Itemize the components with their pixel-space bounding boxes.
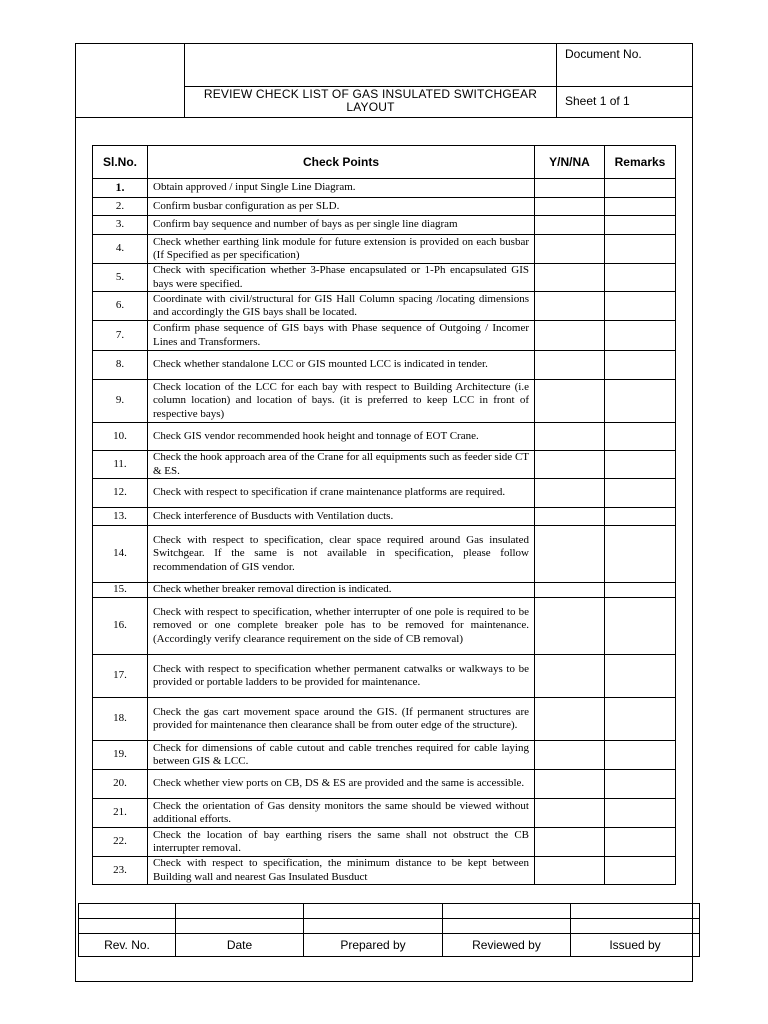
row-number: 15. bbox=[93, 583, 148, 598]
checklist-row bbox=[93, 198, 676, 216]
column-header-slno: Sl.No. bbox=[93, 146, 148, 179]
check-point-text: Check the orientation of Gas density monitors the same should be viewed without additional efforts. bbox=[148, 799, 535, 828]
row-number: 4. bbox=[93, 235, 148, 264]
ynna-cell[interactable] bbox=[535, 526, 605, 583]
row-number: 17. bbox=[93, 655, 148, 698]
check-point-text: Check the gas cart movement space around the GIS. (If permanent structures are provided for maintenance then clearance shall be from outer edge of the structure). bbox=[148, 698, 535, 741]
row-number: 14. bbox=[93, 526, 148, 583]
checklist-row bbox=[93, 741, 676, 770]
checklist-row bbox=[93, 264, 676, 292]
checklist-row bbox=[93, 655, 676, 698]
remarks-cell[interactable] bbox=[605, 264, 676, 292]
remarks-cell[interactable] bbox=[605, 198, 676, 216]
row-number: 6. bbox=[93, 292, 148, 321]
remarks-cell[interactable] bbox=[605, 741, 676, 770]
ynna-cell[interactable] bbox=[535, 770, 605, 799]
ynna-cell[interactable] bbox=[535, 216, 605, 235]
title-top-cell bbox=[185, 43, 557, 87]
remarks-cell[interactable] bbox=[605, 857, 676, 885]
revision-cell[interactable] bbox=[443, 904, 571, 919]
revision-row bbox=[79, 919, 700, 934]
ynna-cell[interactable] bbox=[535, 380, 605, 423]
row-number: 19. bbox=[93, 741, 148, 770]
remarks-cell[interactable] bbox=[605, 380, 676, 423]
row-number: 21. bbox=[93, 799, 148, 828]
checklist-row bbox=[93, 828, 676, 857]
remarks-cell[interactable] bbox=[605, 292, 676, 321]
checklist-row bbox=[93, 380, 676, 423]
row-number: 16. bbox=[93, 598, 148, 655]
check-point-text: Check with respect to specification if crane maintenance platforms are required. bbox=[148, 479, 535, 508]
row-number: 7. bbox=[93, 321, 148, 351]
checklist-row bbox=[93, 799, 676, 828]
row-number: 5. bbox=[93, 264, 148, 292]
check-point-text: Check with respect to specification whether permanent catwalks or walkways to be provided or portable ladders to be provided for maintenance. bbox=[148, 655, 535, 698]
row-number: 20. bbox=[93, 770, 148, 799]
date-label: Date bbox=[176, 934, 304, 957]
rev-no-label: Rev. No. bbox=[79, 934, 176, 957]
check-point-text: Obtain approved / input Single Line Diagram. bbox=[148, 179, 535, 198]
revision-cell[interactable] bbox=[79, 904, 176, 919]
check-point-text: Confirm phase sequence of GIS bays with Phase sequence of Outgoing / Incomer Lines and Transformers. bbox=[148, 321, 535, 351]
checklist-row bbox=[93, 235, 676, 264]
revision-cell[interactable] bbox=[304, 919, 443, 934]
checklist-row bbox=[93, 508, 676, 526]
revision-cell[interactable] bbox=[304, 904, 443, 919]
remarks-cell[interactable] bbox=[605, 698, 676, 741]
check-point-text: Confirm busbar configuration as per SLD. bbox=[148, 198, 535, 216]
remarks-cell[interactable] bbox=[605, 770, 676, 799]
check-point-text: Check interference of Busducts with Ventilation ducts. bbox=[148, 508, 535, 526]
check-point-text: Check with specification whether 3-Phase encapsulated or 1-Ph encapsulated GIS bays were specified. bbox=[148, 264, 535, 292]
checklist-row bbox=[93, 598, 676, 655]
column-header-remarks: Remarks bbox=[605, 146, 676, 179]
ynna-cell[interactable] bbox=[535, 198, 605, 216]
ynna-cell[interactable] bbox=[535, 179, 605, 198]
check-point-text: Check the hook approach area of the Crane for all equipments such as feeder side CT & ES. bbox=[148, 451, 535, 479]
revision-cell[interactable] bbox=[571, 919, 700, 934]
document-title: REVIEW CHECK LIST OF GAS INSULATED SWITCHGEAR LAYOUT bbox=[185, 87, 557, 117]
row-number: 10. bbox=[93, 423, 148, 451]
row-number: 18. bbox=[93, 698, 148, 741]
check-point-text: Check whether earthing link module for future extension is provided on each busbar (If Specified as per specification) bbox=[148, 235, 535, 264]
remarks-cell[interactable] bbox=[605, 828, 676, 857]
checklist-row bbox=[93, 216, 676, 235]
row-number: 23. bbox=[93, 857, 148, 885]
check-point-text: Check the location of bay earthing risers the same shall not obstruct the CB interrupter removal. bbox=[148, 828, 535, 857]
remarks-cell[interactable] bbox=[605, 526, 676, 583]
ynna-cell[interactable] bbox=[535, 583, 605, 598]
remarks-cell[interactable] bbox=[605, 799, 676, 828]
check-point-text: Check whether view ports on CB, DS & ES are provided and the same is accessible. bbox=[148, 770, 535, 799]
ynna-cell[interactable] bbox=[535, 741, 605, 770]
checklist-row bbox=[93, 583, 676, 598]
ynna-cell[interactable] bbox=[535, 292, 605, 321]
checklist-header-row bbox=[93, 146, 676, 179]
ynna-cell[interactable] bbox=[535, 857, 605, 885]
checklist-row bbox=[93, 321, 676, 351]
remarks-cell[interactable] bbox=[605, 351, 676, 380]
issued-by-label: Issued by bbox=[571, 934, 700, 957]
checklist-row bbox=[93, 292, 676, 321]
ynna-cell[interactable] bbox=[535, 351, 605, 380]
checklist-row bbox=[93, 857, 676, 885]
row-number: 12. bbox=[93, 479, 148, 508]
sheet-number: Sheet 1 of 1 bbox=[565, 94, 630, 108]
row-number: 11. bbox=[93, 451, 148, 479]
revision-row bbox=[79, 904, 700, 919]
ynna-cell[interactable] bbox=[535, 479, 605, 508]
checklist-body bbox=[93, 179, 676, 885]
revision-cell[interactable] bbox=[571, 904, 700, 919]
revision-cell[interactable] bbox=[176, 919, 304, 934]
check-point-text: Check whether standalone LCC or GIS mounted LCC is indicated in tender. bbox=[148, 351, 535, 380]
remarks-cell[interactable] bbox=[605, 451, 676, 479]
remarks-cell[interactable] bbox=[605, 179, 676, 198]
row-number: 9. bbox=[93, 380, 148, 423]
remarks-cell[interactable] bbox=[605, 321, 676, 351]
check-point-text: Coordinate with civil/structural for GIS Hall Column spacing /locating dimensions and accordingly the GIS bays shall be located. bbox=[148, 292, 535, 321]
check-point-text: Confirm bay sequence and number of bays as per single line diagram bbox=[148, 216, 535, 235]
ynna-cell[interactable] bbox=[535, 698, 605, 741]
checklist-row bbox=[93, 770, 676, 799]
check-point-text: Check whether breaker removal direction is indicated. bbox=[148, 583, 535, 598]
reviewed-by-label: Reviewed by bbox=[443, 934, 571, 957]
logo-cell bbox=[75, 43, 185, 117]
column-header-ynna: Y/N/NA bbox=[535, 146, 605, 179]
revision-cell[interactable] bbox=[79, 919, 176, 934]
checklist-row bbox=[93, 479, 676, 508]
check-point-text: Check with respect to specification, whether interrupter of one pole is required to be removed or one complete breaker pole has to be removed for maintenance. (Accordingly verify clearance requirement on the side of CB removal) bbox=[148, 598, 535, 655]
row-number: 3. bbox=[93, 216, 148, 235]
column-header-check-points: Check Points bbox=[148, 146, 535, 179]
ynna-cell[interactable] bbox=[535, 423, 605, 451]
remarks-cell[interactable] bbox=[605, 216, 676, 235]
check-point-text: Check for dimensions of cable cutout and cable trenches required for cable laying between GIS & LCC. bbox=[148, 741, 535, 770]
header-divider bbox=[75, 117, 693, 118]
row-number: 2. bbox=[93, 198, 148, 216]
ynna-cell[interactable] bbox=[535, 828, 605, 857]
check-point-text: Check with respect to specification, the minimum distance to be kept between Building wall and nearest Gas Insulated Busduct bbox=[148, 857, 535, 885]
row-number: 1. bbox=[93, 179, 148, 198]
revision-label-row bbox=[79, 934, 700, 957]
ynna-cell[interactable] bbox=[535, 235, 605, 264]
revision-table bbox=[78, 903, 700, 957]
remarks-cell[interactable] bbox=[605, 598, 676, 655]
remarks-cell[interactable] bbox=[605, 655, 676, 698]
check-point-text: Check with respect to specification, clear space required around Gas insulated Switchgear. If the same is not available in specification, please follow recommendation of GIS vendor. bbox=[148, 526, 535, 583]
checklist-row bbox=[93, 423, 676, 451]
ynna-cell[interactable] bbox=[535, 264, 605, 292]
prepared-by-label: Prepared by bbox=[304, 934, 443, 957]
remarks-cell[interactable] bbox=[605, 583, 676, 598]
check-point-text: Check GIS vendor recommended hook height and tonnage of EOT Crane. bbox=[148, 423, 535, 451]
checklist-row bbox=[93, 526, 676, 583]
remarks-cell[interactable] bbox=[605, 508, 676, 526]
remarks-cell[interactable] bbox=[605, 423, 676, 451]
ynna-cell[interactable] bbox=[535, 598, 605, 655]
checklist-row bbox=[93, 451, 676, 479]
ynna-cell[interactable] bbox=[535, 451, 605, 479]
check-point-text: Check location of the LCC for each bay with respect to Building Architecture (i.e column location) and location of bays. (it is preferred to keep LCC in front of respective bays) bbox=[148, 380, 535, 423]
checklist-row bbox=[93, 179, 676, 198]
remarks-cell[interactable] bbox=[605, 479, 676, 508]
ynna-cell[interactable] bbox=[535, 799, 605, 828]
row-number: 13. bbox=[93, 508, 148, 526]
document-number-label: Document No. bbox=[557, 43, 693, 87]
checklist-row bbox=[93, 351, 676, 380]
row-number: 22. bbox=[93, 828, 148, 857]
checklist-row bbox=[93, 698, 676, 741]
remarks-cell[interactable] bbox=[605, 235, 676, 264]
ynna-cell[interactable] bbox=[535, 321, 605, 351]
revision-cell[interactable] bbox=[443, 919, 571, 934]
ynna-cell[interactable] bbox=[535, 508, 605, 526]
revision-cell[interactable] bbox=[176, 904, 304, 919]
row-number: 8. bbox=[93, 351, 148, 380]
ynna-cell[interactable] bbox=[535, 655, 605, 698]
checklist-table bbox=[92, 145, 676, 885]
